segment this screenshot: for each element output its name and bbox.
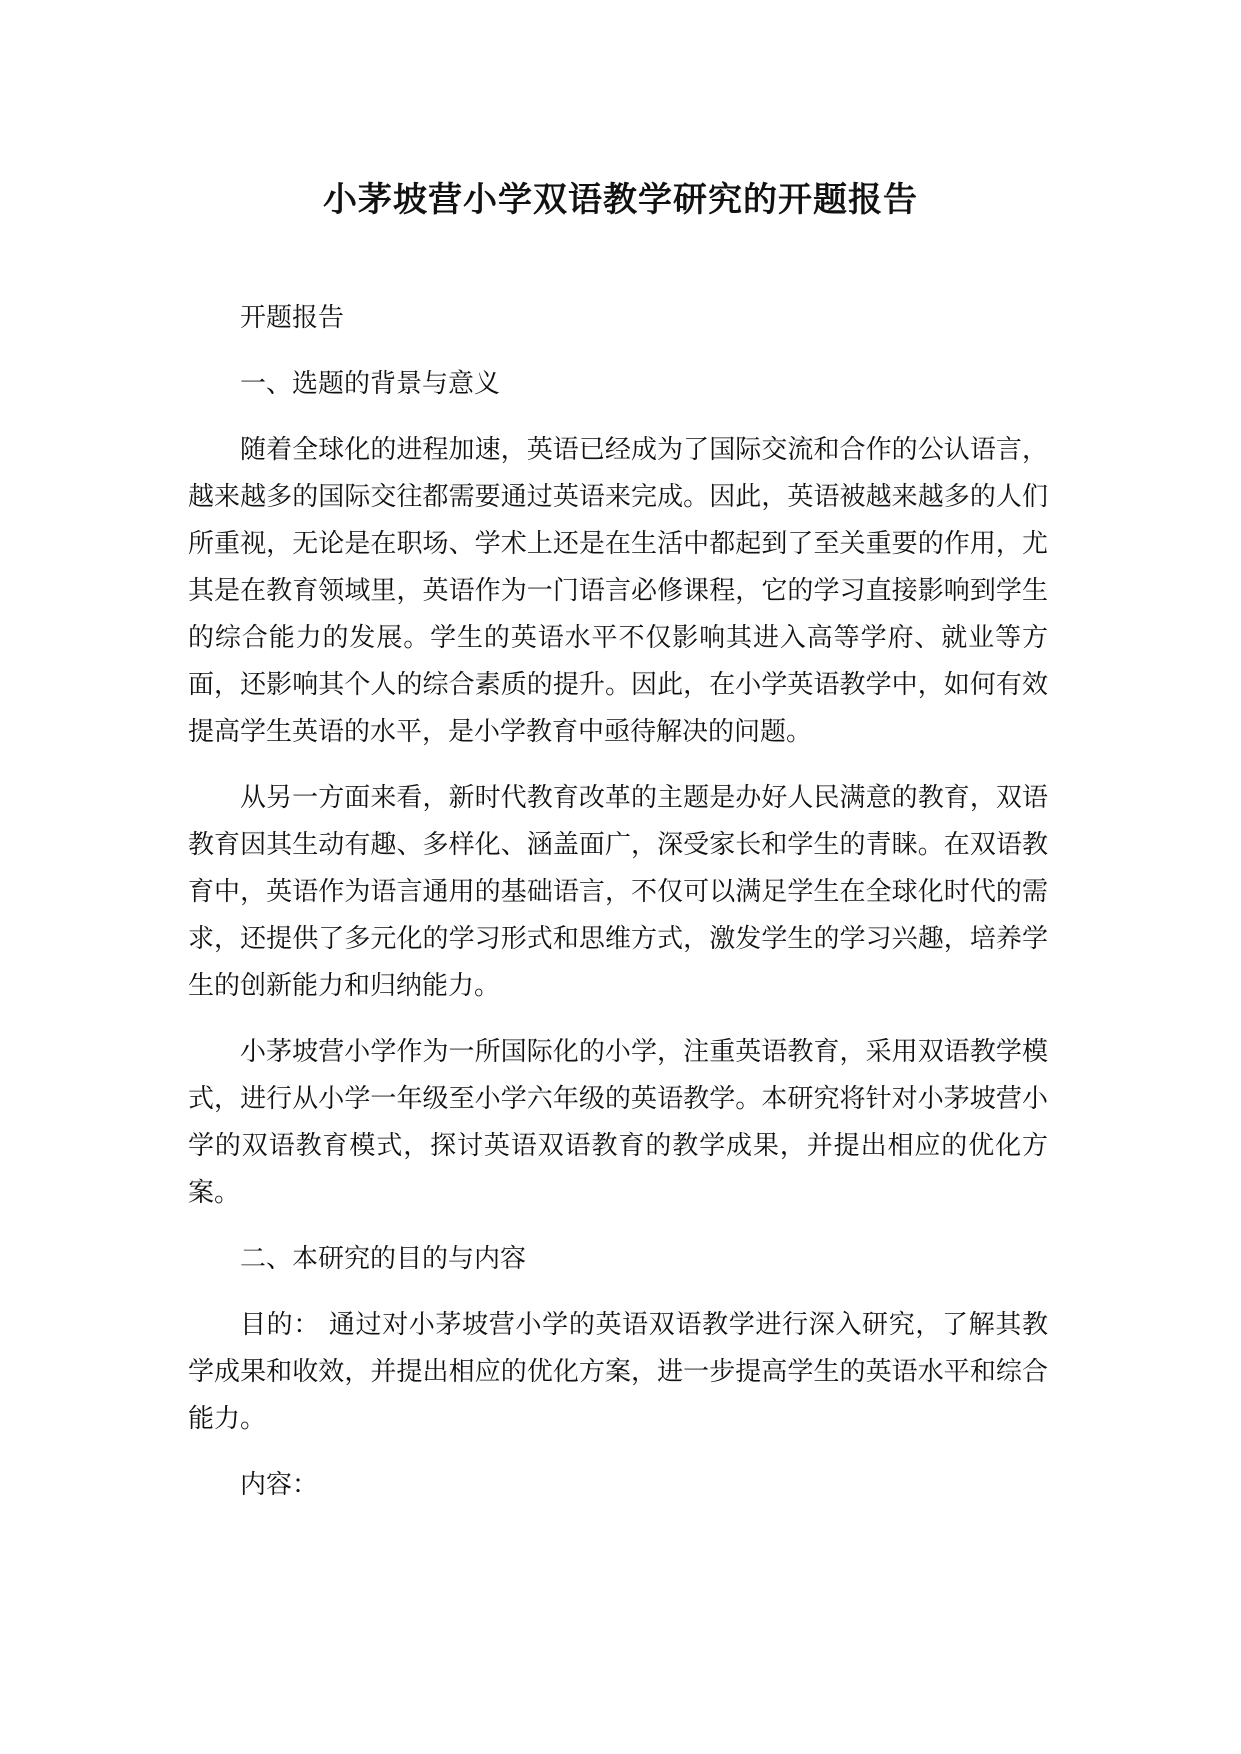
paragraph-report-label: 开题报告: [240, 303, 345, 333]
section-heading-purpose: 二、本研究的目的与内容: [240, 1244, 527, 1274]
section-heading-background: 一、选题的背景与意义: [240, 369, 501, 399]
document-title: 小茅坡营小学双语教学研究的开题报告: [323, 180, 918, 220]
paragraph-content-label: 内容：: [240, 1470, 319, 1500]
paragraph: 小茅坡营小学作为一所国际化的小学，注重英语教育，采用双语教学模式，进行从小学一年级至小学六年级的英语教学。本研究将针对小茅坡营小学的双语教育模式，探讨英语双语教育的教学成果，并提出相应的优化方案。: [188, 1037, 1048, 1208]
document-body: [188, 295, 1048, 1528]
paragraph: 随着全球化的进程加速，英语已经成为了国际交流和合作的公认语言，越来越多的国际交往都需要通过英语来完成。因此，英语被越来越多的人们所重视，无论是在职场、学术上还是在生活中都起到了至关重要的作用，尤其是在教育领域里，英语作为一门语言必修课程，它的学习直接影响到学生的综合能力的发展。学生的英语水平不仅影响其进入高等学府、就业等方面，还影响其个人的综合素质的提升。因此，在小学英语教学中，如何有效提高学生英语的水平，是小学教育中亟待解决的问题。: [188, 435, 1048, 747]
paragraph: 目的： 通过对小茅坡营小学的英语双语教学进行深入研究，了解其教学成果和收效，并提出相应的优化方案，进一步提高学生的英语水平和综合能力。: [188, 1310, 1048, 1434]
paragraph: 从另一方面来看，新时代教育改革的主题是办好人民满意的教育，双语教育因其生动有趣、多样化、涵盖面广，深受家长和学生的青睐。在双语教育中，英语作为语言通用的基础语言，不仅可以满足学生在全球化时代的需求，还提供了多元化的学习形式和思维方式，激发学生的学习兴趣，培养学生的创新能力和归纳能力。: [188, 783, 1048, 1001]
